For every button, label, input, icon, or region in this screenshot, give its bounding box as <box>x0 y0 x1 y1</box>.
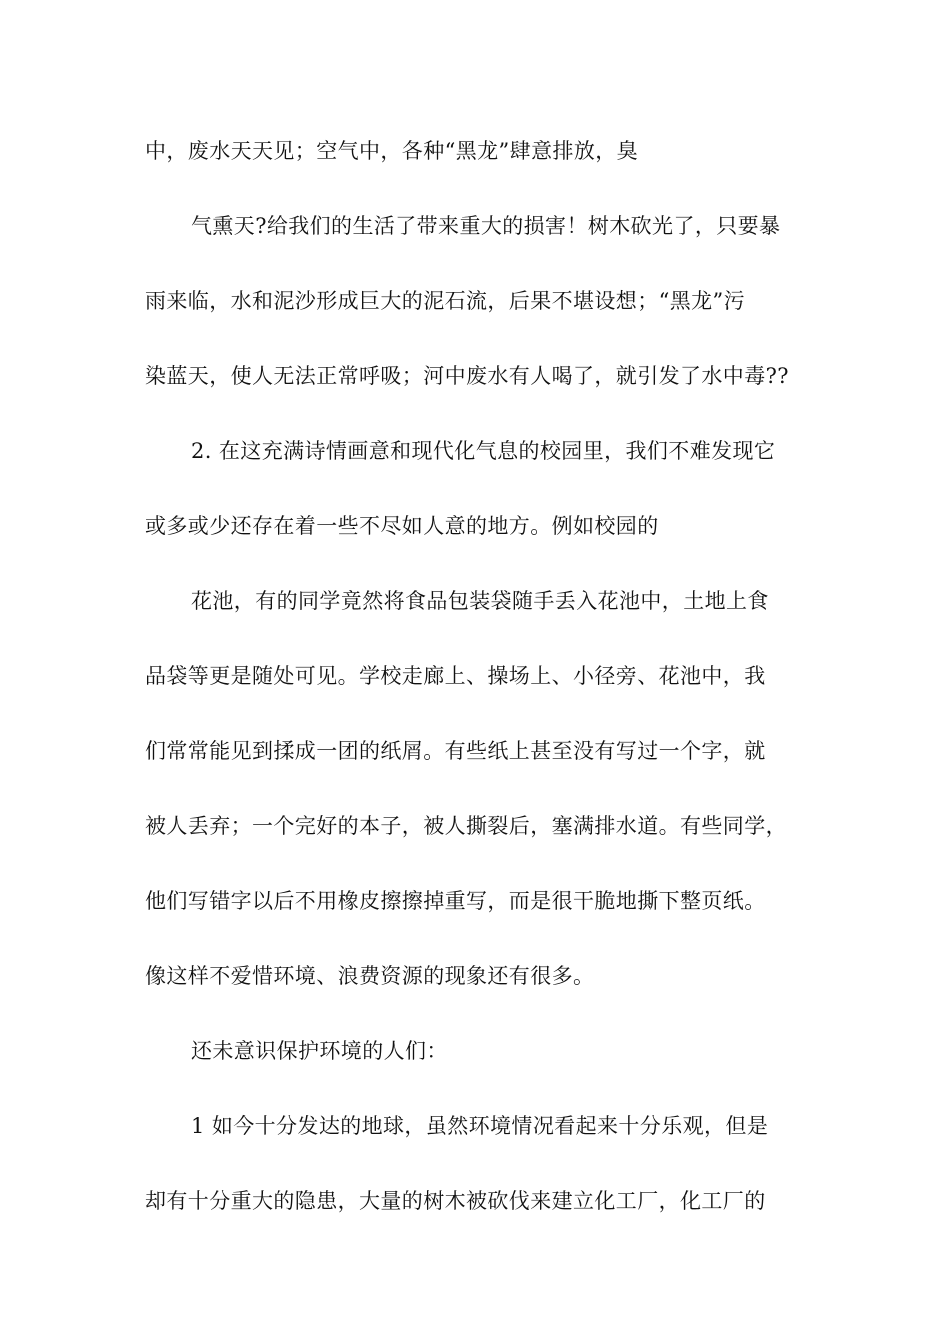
text-line-7: 花池，有的同学竟然将食品包装袋随手丢入花池中，土地上食 <box>191 589 769 613</box>
text-line-10: 被人丢弃；一个完好的本子，被人撕裂后，塞满排水道。有些同学， <box>145 814 787 838</box>
text-line-5: 2. 在这充满诗情画意和现代化气息的校园里，我们不难发现它 <box>191 439 776 463</box>
text-line-9: 们常常能见到揉成一团的纸屑。有些纸上甚至没有写过一个字，就 <box>145 739 766 763</box>
text-line-2: 气熏天?给我们的生活了带来重大的损害！树木砍光了，只要暴 <box>191 214 781 238</box>
text-line-8: 品袋等更是随处可见。学校走廊上、操场上、小径旁、花池中，我 <box>145 664 766 688</box>
text-line-11: 他们写错字以后不用橡皮擦擦掉重写，而是很干脆地撕下整页纸。 <box>145 889 766 913</box>
text-line-12: 像这样不爱惜环境、浪费资源的现象还有很多。 <box>145 964 595 988</box>
text-line-13: 还未意识保护环境的人们： <box>191 1039 448 1063</box>
text-line-6: 或多或少还存在着一些不尽如人意的地方。例如校园的 <box>145 514 659 538</box>
text-line-1: 中，废水天天见；空气中，各种“黑龙”肆意排放，臭 <box>145 139 639 163</box>
text-line-15: 却有十分重大的隐患，大量的树木被砍伐来建立化工厂，化工厂的 <box>145 1189 766 1213</box>
text-line-3: 雨来临，水和泥沙形成巨大的泥石流，后果不堪设想；“黑龙”污 <box>145 289 746 313</box>
text-line-14: 1 如今十分发达的地球，虽然环境情况看起来十分乐观，但是 <box>191 1114 769 1138</box>
text-line-4: 染蓝天，使人无法正常呼吸；河中废水有人喝了，就引发了水中毒?? <box>145 364 789 388</box>
